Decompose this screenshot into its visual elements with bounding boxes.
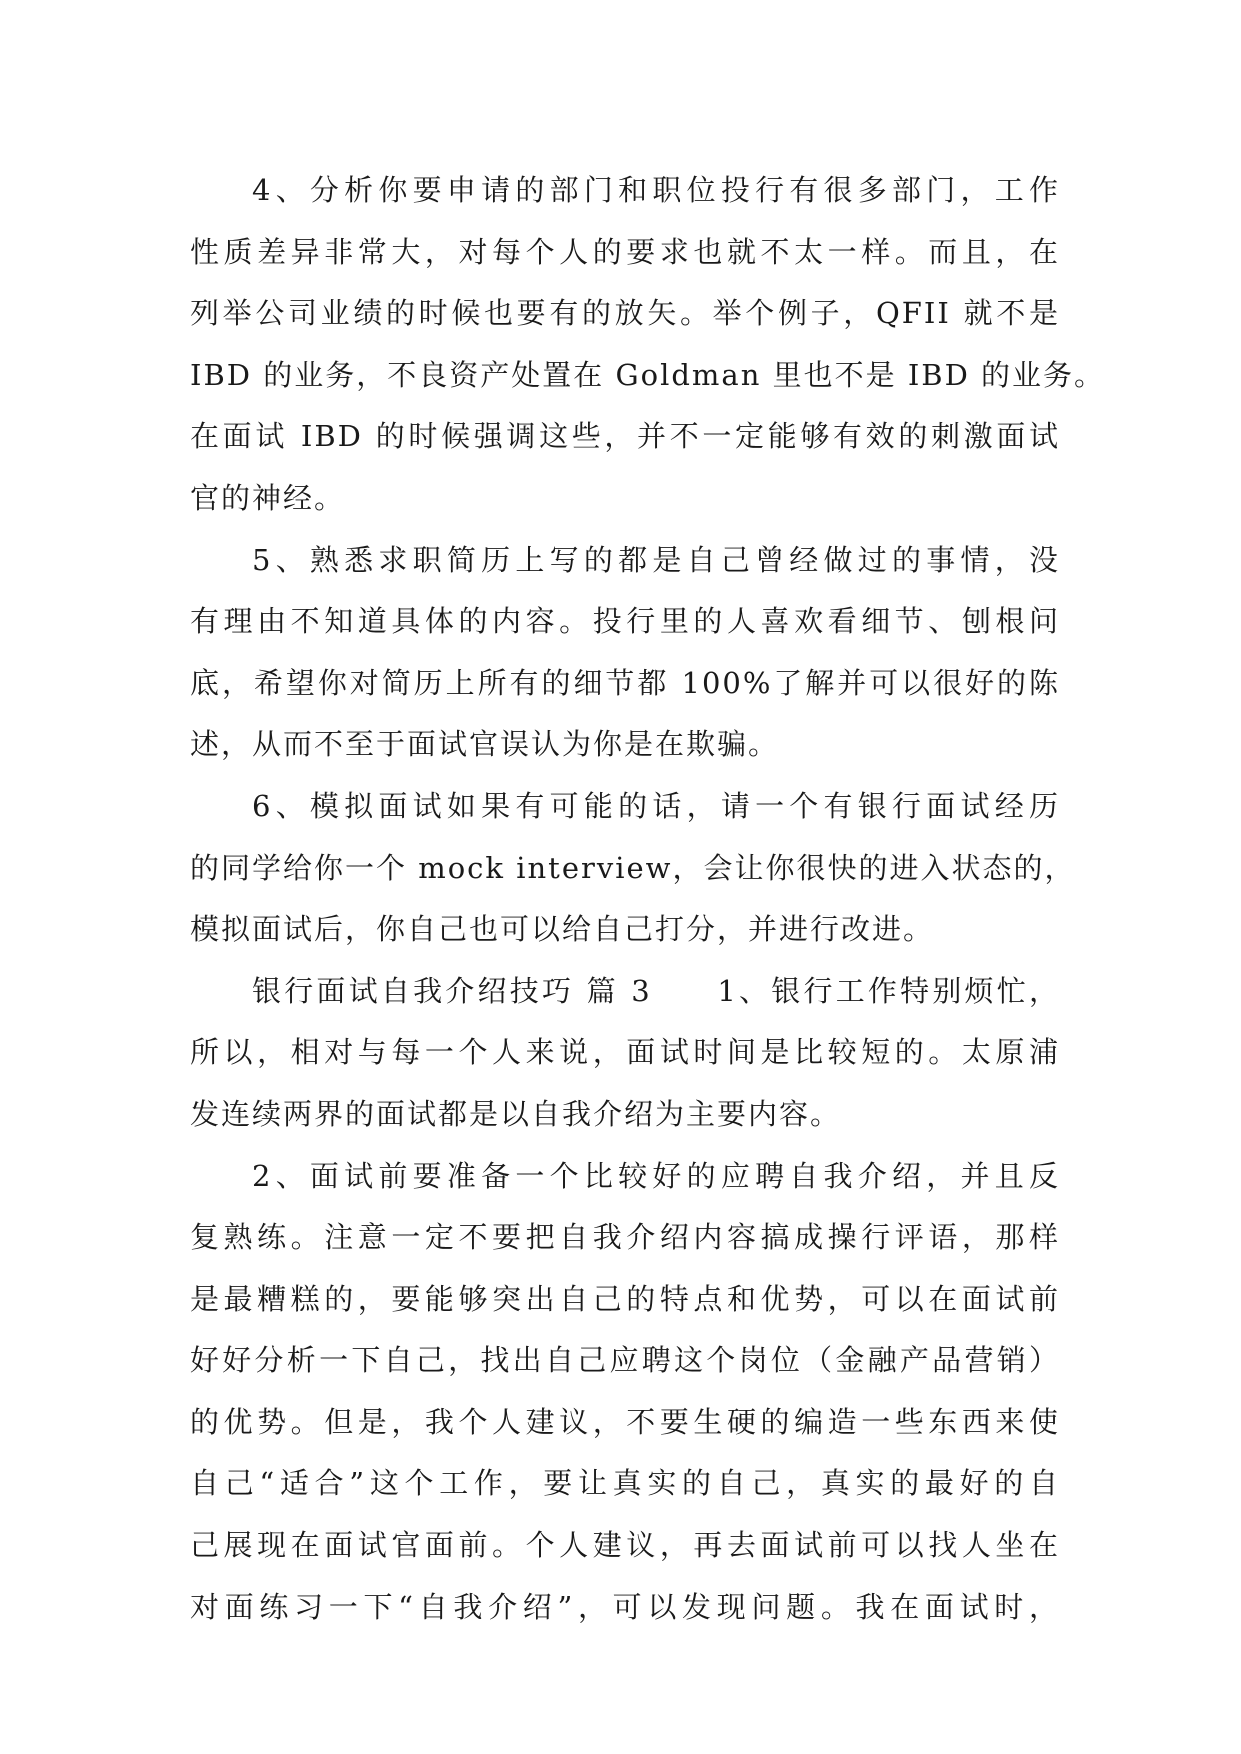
paragraph-5 <box>190 1146 1060 1639</box>
text-line: 的同学给你一个 mock interview，会让你很快的进入状态的， <box>190 850 1076 885</box>
text-line: 银行面试自我介绍技巧 篇 3 1、银行工作特别烦忙， <box>252 973 1060 1008</box>
text-line: 底，希望你对简历上所有的细节都 100%了解并可以很好的陈 <box>190 665 1060 700</box>
text-line: 己展现在面试官面前。个人建议，再去面试前可以找人坐在 <box>190 1528 1060 1563</box>
text-line: 所以，相对与每一个人来说，面试时间是比较短的。太原浦 <box>190 1035 1060 1070</box>
text-line: 列举公司业绩的时候也要有的放矢。举个例子，QFII 就不是 <box>190 296 1060 331</box>
text-line: 好好分析一下自己，找出自己应聘这个岗位（金融产品营销） <box>190 1343 1060 1378</box>
paragraph-1 <box>190 160 1106 530</box>
text-line: 在面试 IBD 的时候强调这些，并不一定能够有效的刺激面试 <box>190 419 1060 454</box>
text-line: 2、面试前要准备一个比较好的应聘自我介绍，并且反 <box>252 1158 1060 1193</box>
text-line: 官的神经。 <box>190 480 346 515</box>
text-line: 的优势。但是，我个人建议，不要生硬的编造一些东西来使 <box>190 1404 1060 1439</box>
text-line: 模拟面试后，你自己也可以给自己打分，并进行改进。 <box>190 912 935 947</box>
text-line: IBD 的业务，不良资产处置在 Goldman 里也不是 IBD 的业务。 <box>190 357 1106 392</box>
text-line: 6、模拟面试如果有可能的话，请一个有银行面试经历 <box>252 788 1060 823</box>
text-line: 发连续两界的面试都是以自我介绍为主要内容。 <box>190 1096 842 1131</box>
paragraph-3 <box>190 776 1076 961</box>
text-line: 自己“适合”这个工作，要让真实的自己，真实的最好的自 <box>190 1466 1060 1501</box>
text-line: 复熟练。注意一定不要把自我介绍内容搞成操行评语，那样 <box>190 1220 1060 1255</box>
text-line: 5、熟悉求职简历上写的都是自己曾经做过的事情，没 <box>252 542 1060 577</box>
text-line: 有理由不知道具体的内容。投行里的人喜欢看细节、刨根问 <box>190 604 1060 639</box>
text-line: 4、分析你要申请的部门和职位投行有很多部门，工作 <box>252 173 1060 207</box>
document-body <box>190 160 1106 1638</box>
text-line: 是最糟糕的，要能够突出自己的特点和优势，可以在面试前 <box>190 1281 1060 1316</box>
paragraph-2 <box>190 530 1060 776</box>
text-line: 述，从而不至于面试官误认为你是在欺骗。 <box>190 727 780 762</box>
text-line: 对面练习一下“自我介绍”，可以发现问题。我在面试时， <box>190 1589 1060 1624</box>
paragraph-4 <box>190 961 1060 1146</box>
text-line: 性质差异非常大，对每个人的要求也就不太一样。而且，在 <box>190 234 1060 269</box>
